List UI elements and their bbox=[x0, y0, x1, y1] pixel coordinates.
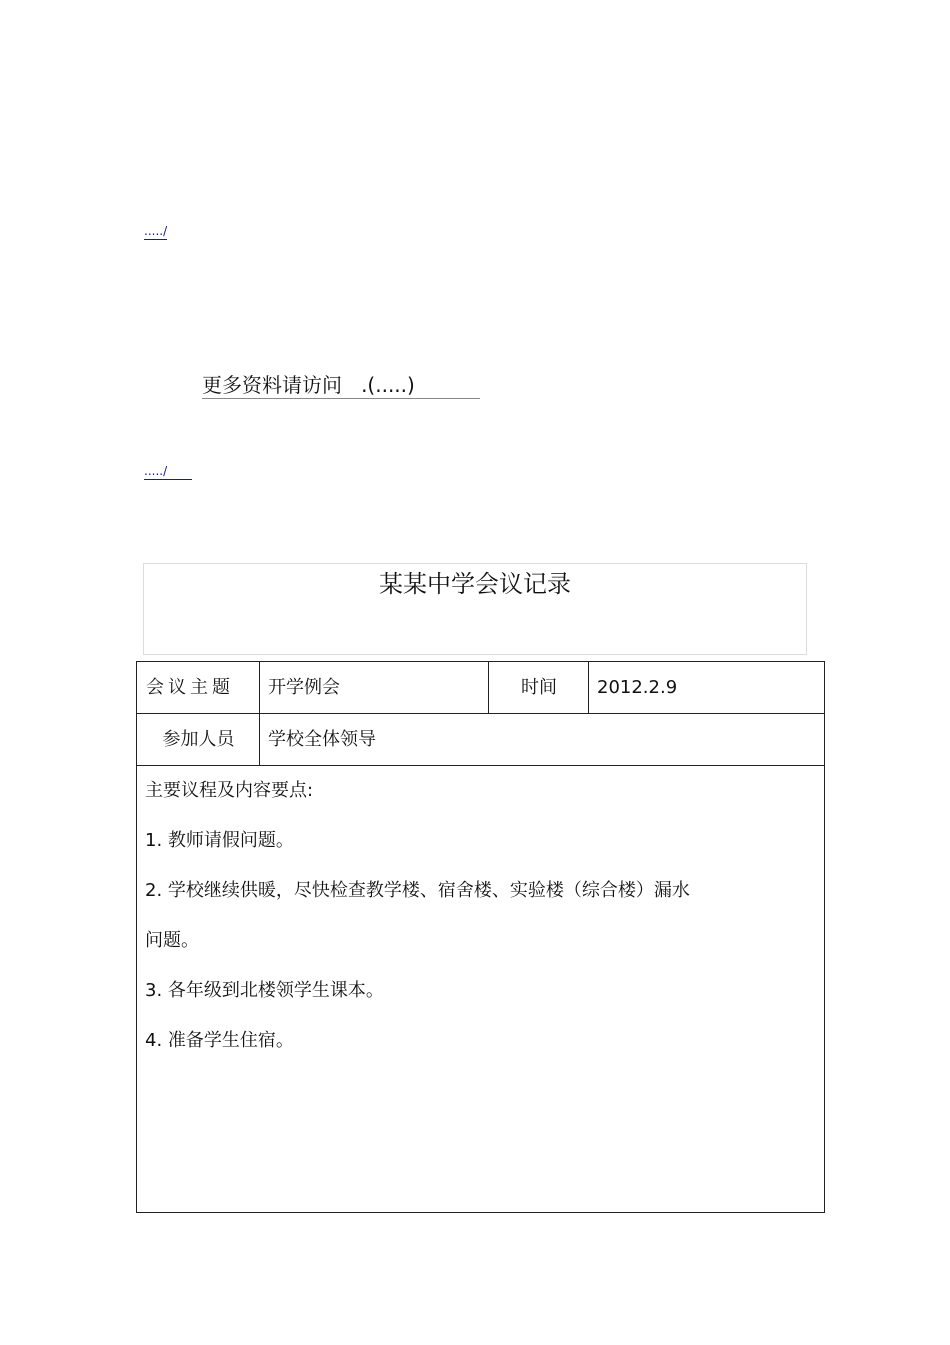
document-title: 某某中学会议记录 bbox=[379, 570, 571, 598]
topic-label: 会议主题 bbox=[146, 676, 234, 698]
agenda-section bbox=[145, 766, 785, 1066]
top-link[interactable]: ...../ bbox=[144, 224, 168, 238]
bottom-link[interactable]: ...../ bbox=[144, 464, 192, 480]
title-box bbox=[143, 563, 807, 655]
agenda-item: 4. 准备学生住宿。 bbox=[145, 1030, 294, 1051]
visit-notice: 更多资料请访问 .(.....) bbox=[202, 372, 480, 399]
time-label: 时间 bbox=[521, 676, 557, 698]
agenda-heading: 主要议程及内容要点: bbox=[145, 780, 314, 801]
agenda-item: 问题。 bbox=[145, 930, 199, 951]
table-divider bbox=[137, 713, 824, 714]
topic-value: 开学例会 bbox=[268, 676, 340, 698]
agenda-item: 2. 学校继续供暖，尽快检查教学楼、宿舍楼、实验楼（综合楼）漏水 bbox=[145, 880, 690, 901]
table-divider bbox=[488, 662, 489, 713]
participants-value: 学校全体领导 bbox=[268, 728, 376, 750]
table-divider bbox=[588, 662, 589, 713]
participants-label: 参加人员 bbox=[162, 728, 235, 750]
agenda-item: 3. 各年级到北楼领学生课本。 bbox=[145, 980, 384, 1001]
agenda-item: 1. 教师请假问题。 bbox=[145, 830, 294, 851]
meeting-record-table bbox=[136, 661, 825, 1213]
time-value: 2012.2.9 bbox=[597, 676, 678, 698]
